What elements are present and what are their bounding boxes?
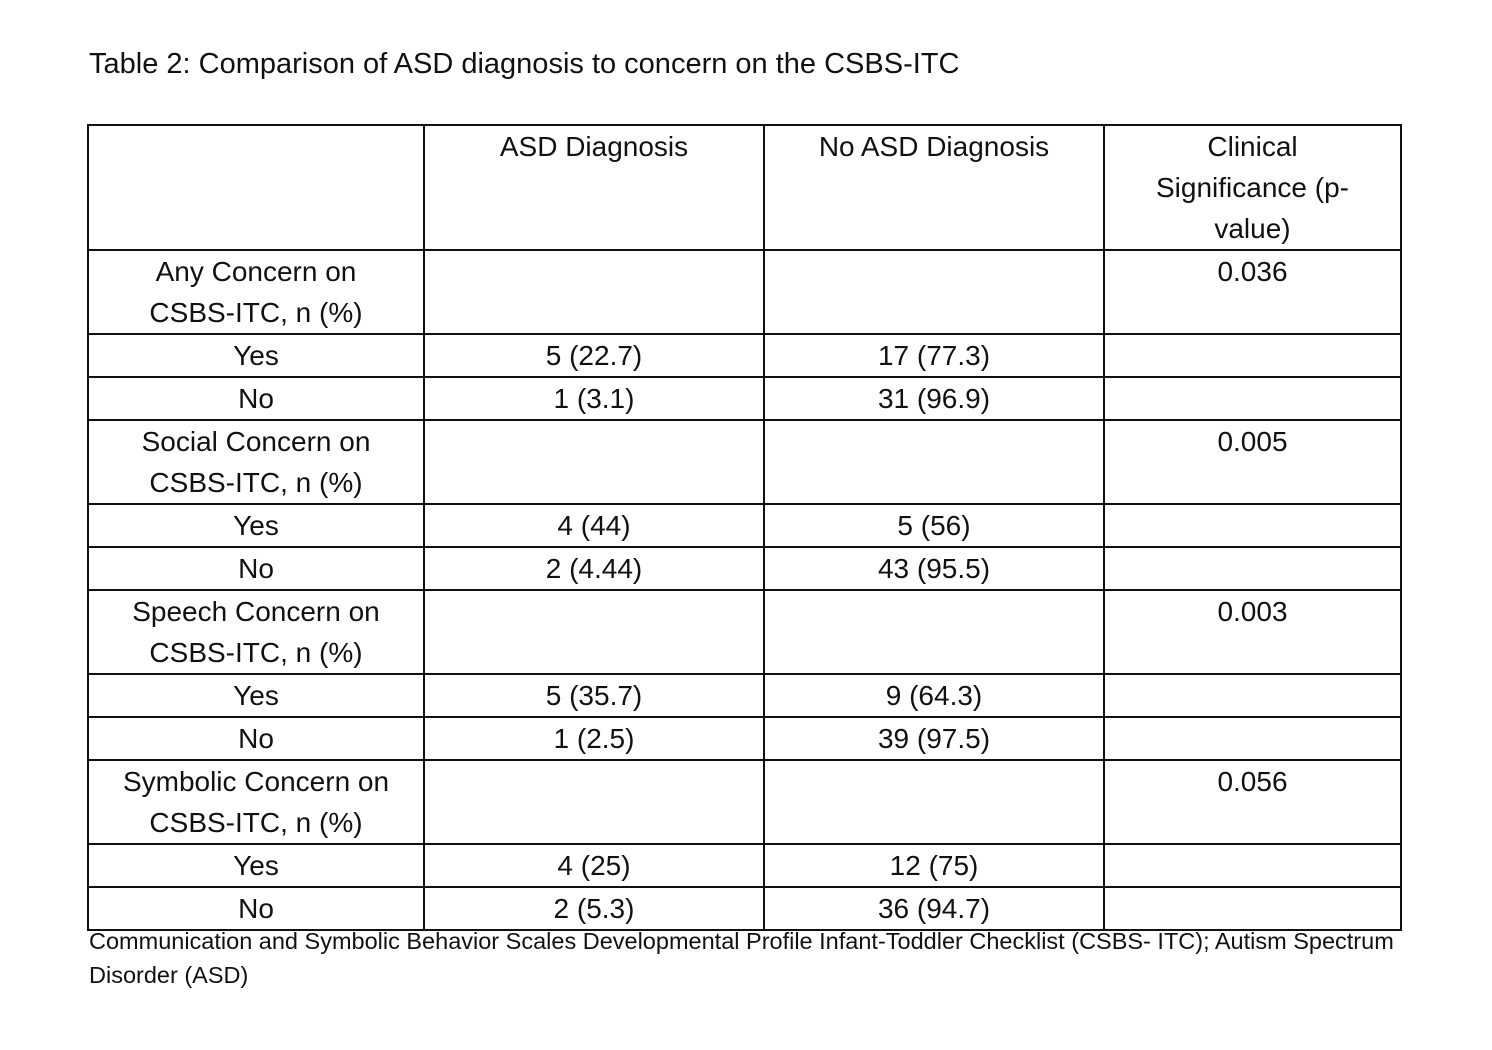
empty-cell bbox=[424, 250, 764, 334]
asd-cell: 2 (4.44) bbox=[424, 547, 764, 590]
group-label: Speech Concern on CSBS-ITC, n (%) bbox=[88, 590, 424, 674]
empty-cell bbox=[764, 760, 1104, 844]
header-cell-p-value: Clinical Significance (p-value) bbox=[1104, 125, 1401, 250]
row-label: Yes bbox=[88, 504, 424, 547]
empty-cell bbox=[1104, 547, 1401, 590]
no-asd-cell: 36 (94.7) bbox=[764, 887, 1104, 930]
table-row bbox=[88, 674, 1401, 717]
header-cell-blank bbox=[88, 125, 424, 250]
no-asd-cell: 31 (96.9) bbox=[764, 377, 1104, 420]
empty-cell bbox=[764, 590, 1104, 674]
empty-cell bbox=[1104, 717, 1401, 760]
group-row-symbolic bbox=[88, 760, 1401, 844]
asd-cell: 1 (3.1) bbox=[424, 377, 764, 420]
table-row bbox=[88, 547, 1401, 590]
group-row-any bbox=[88, 250, 1401, 334]
empty-cell bbox=[1104, 377, 1401, 420]
empty-cell bbox=[1104, 334, 1401, 377]
table-row bbox=[88, 504, 1401, 547]
row-label: No bbox=[88, 717, 424, 760]
asd-cell: 2 (5.3) bbox=[424, 887, 764, 930]
group-row-social bbox=[88, 420, 1401, 504]
empty-cell bbox=[424, 590, 764, 674]
empty-cell bbox=[424, 420, 764, 504]
row-label: Yes bbox=[88, 844, 424, 887]
no-asd-cell: 5 (56) bbox=[764, 504, 1104, 547]
row-label: Yes bbox=[88, 334, 424, 377]
asd-cell: 1 (2.5) bbox=[424, 717, 764, 760]
empty-cell bbox=[764, 420, 1104, 504]
header-cell-no-asd: No ASD Diagnosis bbox=[764, 125, 1104, 250]
p-value-cell: 0.003 bbox=[1104, 590, 1401, 674]
row-label: No bbox=[88, 887, 424, 930]
no-asd-cell: 17 (77.3) bbox=[764, 334, 1104, 377]
p-value-cell: 0.056 bbox=[1104, 760, 1401, 844]
empty-cell bbox=[1104, 844, 1401, 887]
group-label: Any Concern on CSBS-ITC, n (%) bbox=[88, 250, 424, 334]
table-row bbox=[88, 377, 1401, 420]
empty-cell bbox=[764, 250, 1104, 334]
row-label: Yes bbox=[88, 674, 424, 717]
row-label: No bbox=[88, 547, 424, 590]
row-label: No bbox=[88, 377, 424, 420]
no-asd-cell: 12 (75) bbox=[764, 844, 1104, 887]
comparison-table bbox=[87, 124, 1402, 931]
group-row-speech bbox=[88, 590, 1401, 674]
p-value-cell: 0.005 bbox=[1104, 420, 1401, 504]
table-caption: Table 2: Comparison of ASD diagnosis to concern on the CSBS-ITC bbox=[89, 48, 960, 80]
group-label: Symbolic Concern on CSBS-ITC, n (%) bbox=[88, 760, 424, 844]
table-row bbox=[88, 844, 1401, 887]
header-row bbox=[88, 125, 1401, 250]
p-value-cell: 0.036 bbox=[1104, 250, 1401, 334]
empty-cell bbox=[424, 760, 764, 844]
no-asd-cell: 39 (97.5) bbox=[764, 717, 1104, 760]
no-asd-cell: 9 (64.3) bbox=[764, 674, 1104, 717]
table-row bbox=[88, 334, 1401, 377]
header-cell-asd: ASD Diagnosis bbox=[424, 125, 764, 250]
asd-cell: 4 (25) bbox=[424, 844, 764, 887]
asd-cell: 5 (35.7) bbox=[424, 674, 764, 717]
asd-cell: 5 (22.7) bbox=[424, 334, 764, 377]
group-label: Social Concern on CSBS-ITC, n (%) bbox=[88, 420, 424, 504]
no-asd-cell: 43 (95.5) bbox=[764, 547, 1104, 590]
asd-cell: 4 (44) bbox=[424, 504, 764, 547]
empty-cell bbox=[1104, 674, 1401, 717]
empty-cell bbox=[1104, 504, 1401, 547]
table-footnote: Communication and Symbolic Behavior Scales Developmental Profile Infant-Toddler Checklist (CSBS- ITC); Autism Spectrum Disorder (ASD) bbox=[89, 928, 1394, 988]
table-row bbox=[88, 717, 1401, 760]
